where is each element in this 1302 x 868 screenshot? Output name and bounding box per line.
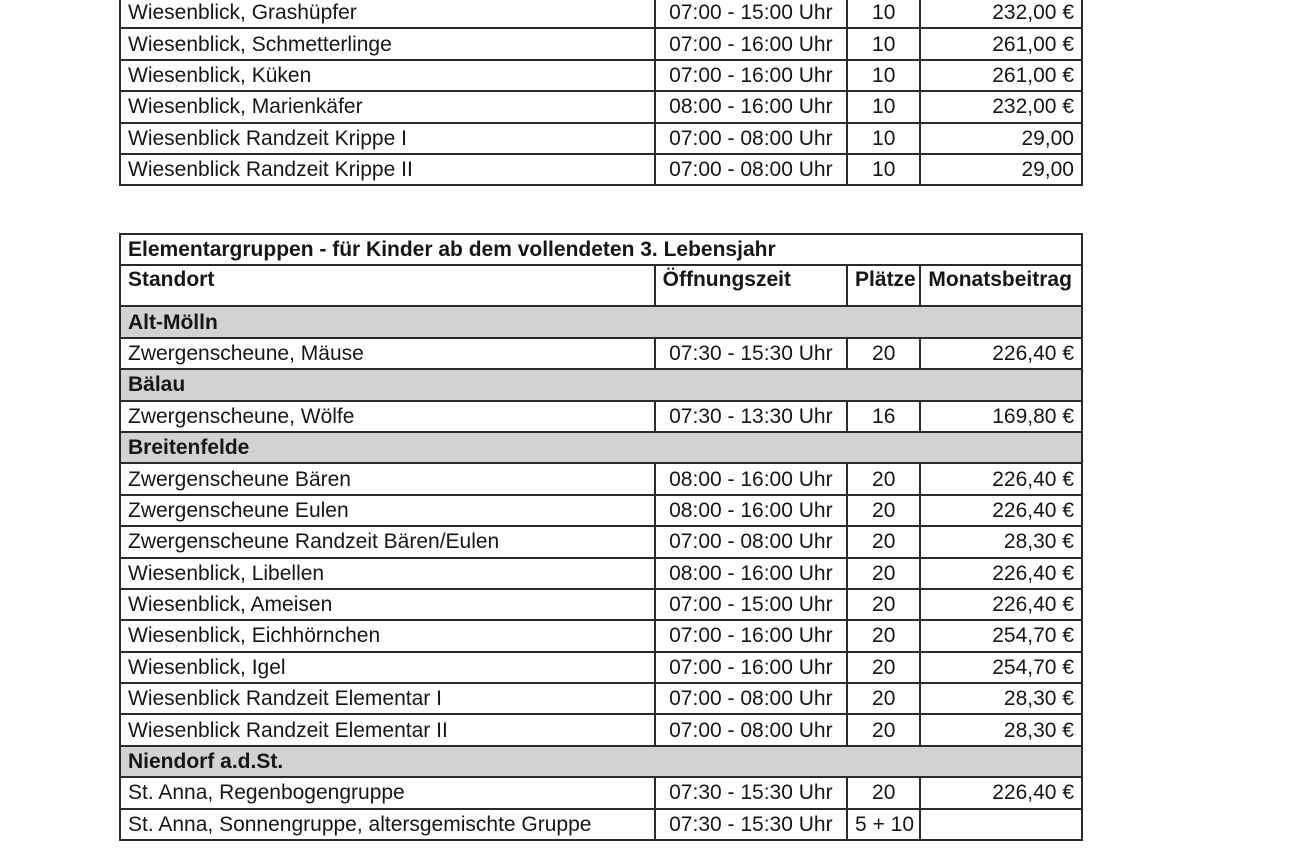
- table-row: [120, 589, 1082, 620]
- table-title-row: [120, 234, 1082, 265]
- standort-cell: Wiesenblick Randzeit Elementar I: [120, 683, 655, 714]
- monatsbeitrag-cell: 29,00: [920, 123, 1082, 154]
- monatsbeitrag-cell: 226,40 €: [920, 463, 1082, 494]
- elementar-table-body: [120, 234, 1082, 840]
- section-name: Alt-Mölln: [120, 306, 1082, 337]
- table-row: [120, 154, 1082, 185]
- standort-cell: Wiesenblick, Igel: [120, 652, 655, 683]
- monatsbeitrag-cell: 261,00 €: [920, 60, 1082, 91]
- standort-cell: Zwergenscheune, Wölfe: [120, 401, 655, 432]
- plaetze-cell: 10: [847, 154, 920, 185]
- plaetze-cell: 10: [847, 28, 920, 59]
- table-row: [120, 714, 1082, 745]
- plaetze-cell: 20: [847, 683, 920, 714]
- header-plaetze: Plätze: [847, 265, 920, 306]
- table-row: [120, 338, 1082, 369]
- oeffnungszeit-cell: 07:30 - 15:30 Uhr: [655, 338, 847, 369]
- krippe-table-body: [120, 0, 1082, 185]
- oeffnungszeit-cell: 07:00 - 08:00 Uhr: [655, 123, 847, 154]
- plaetze-cell: 10: [847, 60, 920, 91]
- standort-cell: Zwergenscheune, Mäuse: [120, 338, 655, 369]
- monatsbeitrag-cell: 254,70 €: [920, 652, 1082, 683]
- table-title: Elementargruppen - für Kinder ab dem vollendeten 3. Lebensjahr: [120, 234, 1082, 265]
- section-row-breitenfelde: [120, 432, 1082, 463]
- plaetze-cell: 20: [847, 338, 920, 369]
- table-row: [120, 777, 1082, 808]
- oeffnungszeit-cell: 07:30 - 15:30 Uhr: [655, 777, 847, 808]
- standort-cell: St. Anna, Regenbogengruppe: [120, 777, 655, 808]
- oeffnungszeit-cell: 07:00 - 16:00 Uhr: [655, 60, 847, 91]
- table-row: [120, 652, 1082, 683]
- oeffnungszeit-cell: 07:00 - 08:00 Uhr: [655, 526, 847, 557]
- plaetze-cell: 20: [847, 463, 920, 494]
- standort-cell: Wiesenblick, Eichhörnchen: [120, 620, 655, 651]
- table-row: [120, 463, 1082, 494]
- standort-cell: Wiesenblick Randzeit Krippe II: [120, 154, 655, 185]
- section-row-niendorf: [120, 746, 1082, 777]
- standort-cell: Wiesenblick, Ameisen: [120, 589, 655, 620]
- table-row: [120, 28, 1082, 59]
- standort-cell: Wiesenblick, Libellen: [120, 558, 655, 589]
- oeffnungszeit-cell: 07:30 - 13:30 Uhr: [655, 401, 847, 432]
- monatsbeitrag-cell: 29,00: [920, 154, 1082, 185]
- section-row-alt-moelln: [120, 306, 1082, 337]
- standort-cell: Wiesenblick, Grashüpfer: [120, 0, 655, 28]
- plaetze-cell: 20: [847, 714, 920, 745]
- oeffnungszeit-cell: 07:00 - 15:00 Uhr: [655, 0, 847, 28]
- standort-cell: Wiesenblick, Marienkäfer: [120, 91, 655, 122]
- table-row: [120, 526, 1082, 557]
- plaetze-cell: 20: [847, 495, 920, 526]
- oeffnungszeit-cell: 07:00 - 15:00 Uhr: [655, 589, 847, 620]
- oeffnungszeit-cell: 07:00 - 08:00 Uhr: [655, 683, 847, 714]
- header-standort: Standort: [120, 265, 655, 306]
- table-row: [120, 809, 1082, 840]
- monatsbeitrag-cell: 226,40 €: [920, 558, 1082, 589]
- plaetze-cell: 10: [847, 123, 920, 154]
- table-header-row: [120, 265, 1082, 306]
- table-row: [120, 91, 1082, 122]
- elementar-table: [119, 233, 1083, 841]
- oeffnungszeit-cell: 07:00 - 16:00 Uhr: [655, 28, 847, 59]
- standort-cell: Zwergenscheune Randzeit Bären/Eulen: [120, 526, 655, 557]
- plaetze-cell: 10: [847, 91, 920, 122]
- monatsbeitrag-cell: 254,70 €: [920, 620, 1082, 651]
- monatsbeitrag-cell: 28,30 €: [920, 683, 1082, 714]
- header-oeffnungszeit: Öffnungszeit: [655, 265, 847, 306]
- header-monatsbeitrag: Monatsbeitrag: [920, 265, 1082, 306]
- monatsbeitrag-cell: 28,30 €: [920, 714, 1082, 745]
- monatsbeitrag-cell: 232,00 €: [920, 0, 1082, 28]
- table-row: [120, 558, 1082, 589]
- oeffnungszeit-cell: 07:00 - 08:00 Uhr: [655, 714, 847, 745]
- table-row: [120, 495, 1082, 526]
- standort-cell: Wiesenblick Randzeit Krippe I: [120, 123, 655, 154]
- table-row: [120, 683, 1082, 714]
- table-row: [120, 60, 1082, 91]
- standort-cell: Zwergenscheune Bären: [120, 463, 655, 494]
- oeffnungszeit-cell: 08:00 - 16:00 Uhr: [655, 463, 847, 494]
- monatsbeitrag-cell: 226,40 €: [920, 495, 1082, 526]
- standort-cell: Wiesenblick Randzeit Elementar II: [120, 714, 655, 745]
- table-row: [120, 620, 1082, 651]
- monatsbeitrag-cell: 226,40 €: [920, 777, 1082, 808]
- table-row: [120, 0, 1082, 28]
- plaetze-cell: 10: [847, 0, 920, 28]
- krippe-table: [119, 0, 1083, 186]
- table-row: [120, 401, 1082, 432]
- plaetze-cell: 20: [847, 777, 920, 808]
- section-name: Bälau: [120, 369, 1082, 400]
- oeffnungszeit-cell: 07:00 - 16:00 Uhr: [655, 620, 847, 651]
- plaetze-cell: 20: [847, 558, 920, 589]
- oeffnungszeit-cell: 07:00 - 16:00 Uhr: [655, 652, 847, 683]
- oeffnungszeit-cell: 08:00 - 16:00 Uhr: [655, 495, 847, 526]
- monatsbeitrag-cell: 28,30 €: [920, 526, 1082, 557]
- standort-cell: Wiesenblick, Küken: [120, 60, 655, 91]
- monatsbeitrag-cell: 261,00 €: [920, 28, 1082, 59]
- monatsbeitrag-cell: 226,40 €: [920, 589, 1082, 620]
- section-row-baelau: [120, 369, 1082, 400]
- plaetze-cell: 20: [847, 652, 920, 683]
- plaetze-cell: 20: [847, 526, 920, 557]
- monatsbeitrag-cell: 226,40 €: [920, 338, 1082, 369]
- section-name: Breitenfelde: [120, 432, 1082, 463]
- section-name: Niendorf a.d.St.: [120, 746, 1082, 777]
- oeffnungszeit-cell: 07:00 - 08:00 Uhr: [655, 154, 847, 185]
- table-row: [120, 123, 1082, 154]
- monatsbeitrag-cell: [920, 809, 1082, 840]
- standort-cell: Zwergenscheune Eulen: [120, 495, 655, 526]
- standort-cell: Wiesenblick, Schmetterlinge: [120, 28, 655, 59]
- plaetze-cell: 16: [847, 401, 920, 432]
- monatsbeitrag-cell: 169,80 €: [920, 401, 1082, 432]
- standort-cell: St. Anna, Sonnengruppe, altersgemischte Gruppe: [120, 809, 655, 840]
- plaetze-cell: 5 + 10: [847, 809, 920, 840]
- oeffnungszeit-cell: 08:00 - 16:00 Uhr: [655, 558, 847, 589]
- oeffnungszeit-cell: 07:30 - 15:30 Uhr: [655, 809, 847, 840]
- monatsbeitrag-cell: 232,00 €: [920, 91, 1082, 122]
- plaetze-cell: 20: [847, 620, 920, 651]
- oeffnungszeit-cell: 08:00 - 16:00 Uhr: [655, 91, 847, 122]
- plaetze-cell: 20: [847, 589, 920, 620]
